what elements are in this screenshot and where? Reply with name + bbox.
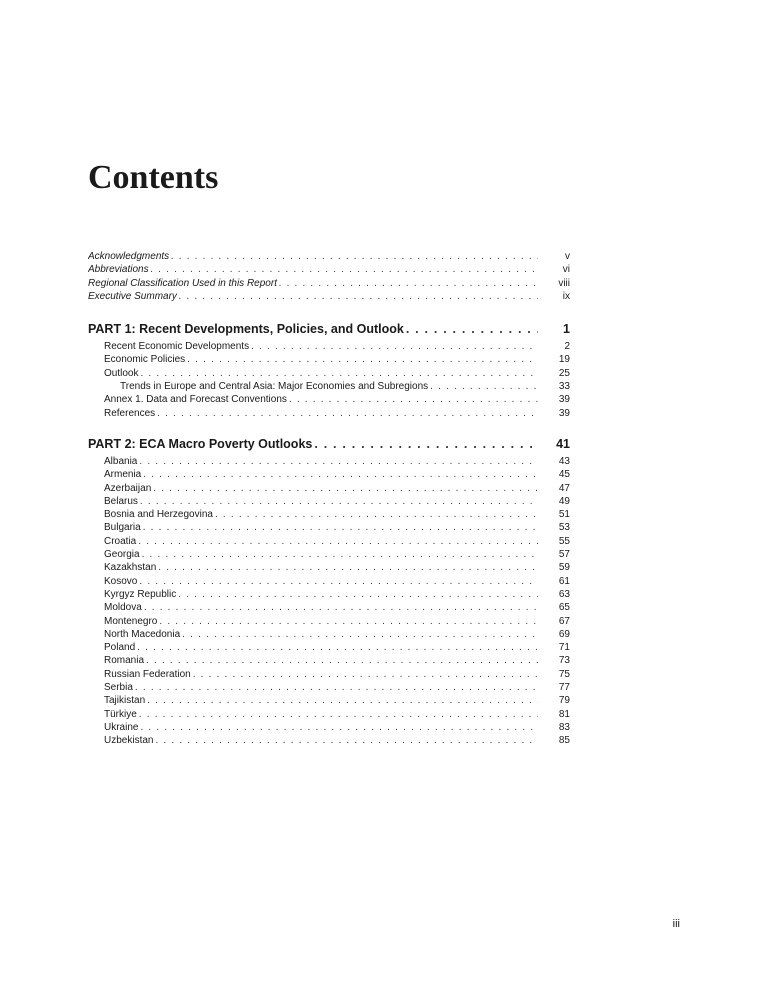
toc-entry-outlook[interactable]	[88, 367, 570, 380]
dot-leader	[289, 393, 538, 406]
toc-entry-title: Ukraine	[104, 721, 139, 733]
toc-entry-country[interactable]	[88, 681, 570, 694]
toc-entry-page: 77	[558, 682, 570, 694]
toc-entry-title: Kazakhstan	[104, 562, 157, 574]
toc-entry-country[interactable]	[88, 508, 570, 521]
toc-entry-country[interactable]	[88, 521, 570, 534]
toc-entry-title: Moldova	[104, 602, 142, 614]
toc-entry-page: 19	[558, 354, 570, 366]
section-spacer	[88, 420, 570, 436]
toc-entry-executive-summary[interactable]	[88, 290, 570, 303]
page-title: Contents	[88, 159, 219, 196]
toc-entry-page: 51	[558, 509, 570, 521]
dot-leader	[178, 588, 538, 601]
toc-entry-country[interactable]	[88, 575, 570, 588]
toc-entry-title: Bosnia and Herzegovina	[104, 509, 213, 521]
dot-leader	[138, 535, 538, 548]
dot-leader	[140, 367, 538, 380]
toc-entry-page: 63	[558, 588, 570, 600]
toc-entry-country[interactable]	[88, 721, 570, 734]
toc-part-2-heading[interactable]	[88, 436, 570, 453]
toc-entry-title: Poland	[104, 642, 136, 654]
section-spacer	[88, 303, 570, 321]
dot-leader	[140, 721, 538, 734]
toc-entry-page: 25	[558, 367, 570, 379]
toc-entry-page: 81	[558, 708, 570, 720]
toc-entry-page: 57	[558, 549, 570, 561]
toc-entry-acknowledgments[interactable]	[88, 250, 570, 263]
toc-entry-regional-classification[interactable]	[88, 277, 570, 290]
dot-leader	[139, 575, 538, 588]
toc-part-page: 1	[563, 322, 570, 337]
toc-entry-page: viii	[558, 277, 570, 289]
toc-entry-title: Trends in Europe and Central Asia: Major Economies and Subregions	[120, 381, 429, 393]
toc-entry-title: Economic Policies	[104, 354, 186, 366]
toc-entry-page: 47	[558, 482, 570, 494]
toc-entry-title: Russian Federation	[104, 668, 191, 680]
toc-entry-title: Romania	[104, 655, 145, 667]
toc-entry-page: vi	[562, 264, 570, 276]
dot-leader	[135, 681, 538, 694]
toc-entry-country[interactable]	[88, 548, 570, 561]
dot-leader	[159, 615, 538, 628]
toc-entry-title: Armenia	[104, 469, 142, 481]
toc-entry-page: 71	[558, 642, 570, 654]
dot-leader	[179, 290, 538, 303]
dot-leader	[182, 628, 538, 641]
dot-leader	[140, 495, 538, 508]
toc-entry-title: Bulgaria	[104, 522, 141, 534]
dot-leader	[406, 321, 538, 338]
toc-entry-title: Türkiye	[104, 708, 137, 720]
toc-entry-title: Abbreviations	[88, 264, 149, 276]
toc-entry-page: 67	[558, 615, 570, 627]
table-of-contents	[88, 250, 570, 748]
toc-part-title: PART 1: Recent Developments, Policies, and Outlook	[88, 322, 404, 337]
toc-entry-title: Outlook	[104, 367, 139, 379]
toc-entry-country[interactable]	[88, 668, 570, 681]
toc-entry-title: Annex 1. Data and Forecast Conventions	[104, 394, 287, 406]
toc-entry-page: ix	[562, 290, 570, 302]
toc-entry-country[interactable]	[88, 561, 570, 574]
toc-entry-page: 79	[558, 695, 570, 707]
dot-leader	[251, 340, 538, 353]
toc-entry-page: 73	[558, 655, 570, 667]
dot-leader	[155, 734, 538, 747]
toc-entry-title: Georgia	[104, 549, 140, 561]
toc-part-1-heading[interactable]	[88, 321, 570, 338]
toc-entry-country[interactable]	[88, 455, 570, 468]
toc-entry-page: 39	[558, 394, 570, 406]
toc-entry-recent-economic-developments[interactable]	[88, 340, 570, 353]
toc-entry-title: Uzbekistan	[104, 735, 154, 747]
toc-entry-country[interactable]	[88, 468, 570, 481]
toc-entry-title: Regional Classification Used in this Report	[88, 277, 277, 289]
toc-entry-title: Azerbaijan	[104, 482, 152, 494]
toc-entry-economic-policies[interactable]	[88, 353, 570, 366]
dot-leader	[139, 708, 538, 721]
toc-entry-title: Belarus	[104, 495, 138, 507]
dot-leader	[215, 508, 538, 521]
toc-entry-page: 2	[564, 341, 570, 353]
toc-entry-page: 55	[558, 535, 570, 547]
toc-entry-country[interactable]	[88, 535, 570, 548]
toc-entry-title: Montenegro	[104, 615, 158, 627]
toc-entry-country[interactable]	[88, 615, 570, 628]
toc-entry-page: 53	[558, 522, 570, 534]
toc-entry-page: 45	[558, 469, 570, 481]
toc-entry-abbreviations[interactable]	[88, 263, 570, 276]
toc-part-2-entries	[88, 455, 570, 748]
toc-entry-page: 83	[558, 721, 570, 733]
toc-entry-country[interactable]	[88, 694, 570, 707]
dot-leader	[146, 654, 538, 667]
toc-entry-title: Recent Economic Developments	[104, 341, 250, 353]
toc-entry-title: Serbia	[104, 682, 133, 694]
toc-part-title: PART 2: ECA Macro Poverty Outlooks	[88, 436, 313, 451]
toc-entry-page: 69	[558, 628, 570, 640]
dot-leader	[430, 380, 538, 393]
toc-entry-title: Tajikistan	[104, 695, 146, 707]
page-number: iii	[672, 918, 680, 930]
dot-leader	[147, 694, 538, 707]
dot-leader	[139, 455, 538, 468]
toc-entry-page: 75	[558, 668, 570, 680]
toc-entry-title: Kosovo	[104, 575, 138, 587]
toc-entry-country[interactable]	[88, 482, 570, 495]
toc-entry-page: 65	[558, 602, 570, 614]
toc-entry-annex-1[interactable]	[88, 393, 570, 406]
toc-entry-trends-major-economies[interactable]	[88, 380, 570, 393]
dot-leader	[142, 548, 538, 561]
toc-entry-page: 85	[558, 735, 570, 747]
dot-leader	[144, 601, 538, 614]
toc-entry-page: v	[565, 251, 570, 262]
toc-entry-title: Kyrgyz Republic	[104, 588, 177, 600]
toc-entry-page: 49	[558, 495, 570, 507]
dot-leader	[187, 353, 538, 366]
toc-entry-page: 61	[558, 575, 570, 587]
toc-entry-title: References	[104, 407, 156, 419]
toc-part-page: 41	[556, 436, 570, 451]
dot-leader	[171, 250, 538, 263]
toc-entry-country[interactable]	[88, 734, 570, 747]
dot-leader	[158, 561, 538, 574]
toc-entry-country[interactable]	[88, 628, 570, 641]
dot-leader	[143, 468, 538, 481]
toc-entry-country[interactable]	[88, 654, 570, 667]
toc-entry-title: Acknowledgments	[88, 251, 170, 262]
toc-entry-country[interactable]	[88, 708, 570, 721]
dot-leader	[193, 668, 538, 681]
toc-entry-page: 59	[558, 562, 570, 574]
toc-entry-title: Croatia	[104, 535, 137, 547]
toc-entry-page: 43	[558, 455, 570, 467]
dot-leader	[314, 436, 538, 453]
dot-leader	[143, 521, 538, 534]
toc-entry-page: 33	[558, 381, 570, 393]
toc-entry-country[interactable]	[88, 601, 570, 614]
dot-leader	[279, 277, 538, 290]
dot-leader	[137, 641, 538, 654]
toc-entry-title: Albania	[104, 455, 138, 467]
toc-entry-title: North Macedonia	[104, 628, 181, 640]
dot-leader	[157, 407, 538, 420]
toc-entry-country[interactable]	[88, 641, 570, 654]
dot-leader	[153, 482, 538, 495]
toc-entry-references[interactable]	[88, 407, 570, 420]
toc-entry-country[interactable]	[88, 495, 570, 508]
toc-entry-country[interactable]	[88, 588, 570, 601]
toc-entry-title: Executive Summary	[88, 290, 177, 302]
dot-leader	[151, 263, 538, 276]
toc-entry-page: 39	[558, 407, 570, 419]
